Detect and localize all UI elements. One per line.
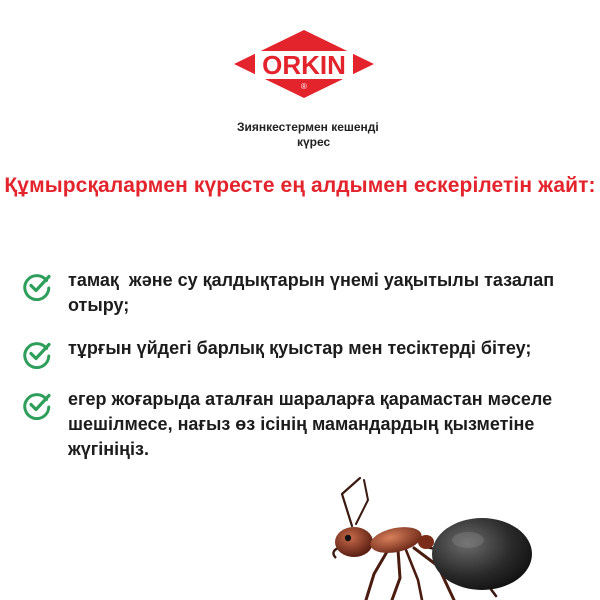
check-circle-icon [22, 339, 52, 369]
logo-text: ORKIN [262, 50, 346, 80]
list-item [22, 387, 582, 462]
bullet-list [22, 268, 582, 462]
check-circle-icon [22, 271, 52, 301]
list-item [22, 268, 582, 318]
bullet-text: егер жоғарыда аталған шараларға қарамастан мәселе шешілмесе, нағыз өз ісінің мамандардың қызметіне жүгініңіз. [68, 389, 553, 459]
list-item [22, 336, 582, 369]
orkin-logo-diamond [232, 28, 376, 100]
tagline [237, 120, 437, 150]
registered-mark: ® [301, 82, 307, 91]
ant-photo [326, 470, 596, 600]
bullet-text: тамақ және су қалдықтарын үнемі уақытылы тазалап отыру; [68, 270, 555, 315]
tagline-line-2: күрес [297, 135, 331, 149]
bullet-text: тұрғын үйдегі барлық қуыстар мен тесіктерді бітеу; [68, 338, 532, 358]
orkin-logo [232, 28, 376, 100]
headline: Құмырсқалармен күресте ең алдымен ескерілетін жайт: [4, 174, 596, 197]
check-circle-icon [22, 390, 52, 420]
tagline-line-1: Зиянкестермен кешенді [237, 120, 379, 134]
